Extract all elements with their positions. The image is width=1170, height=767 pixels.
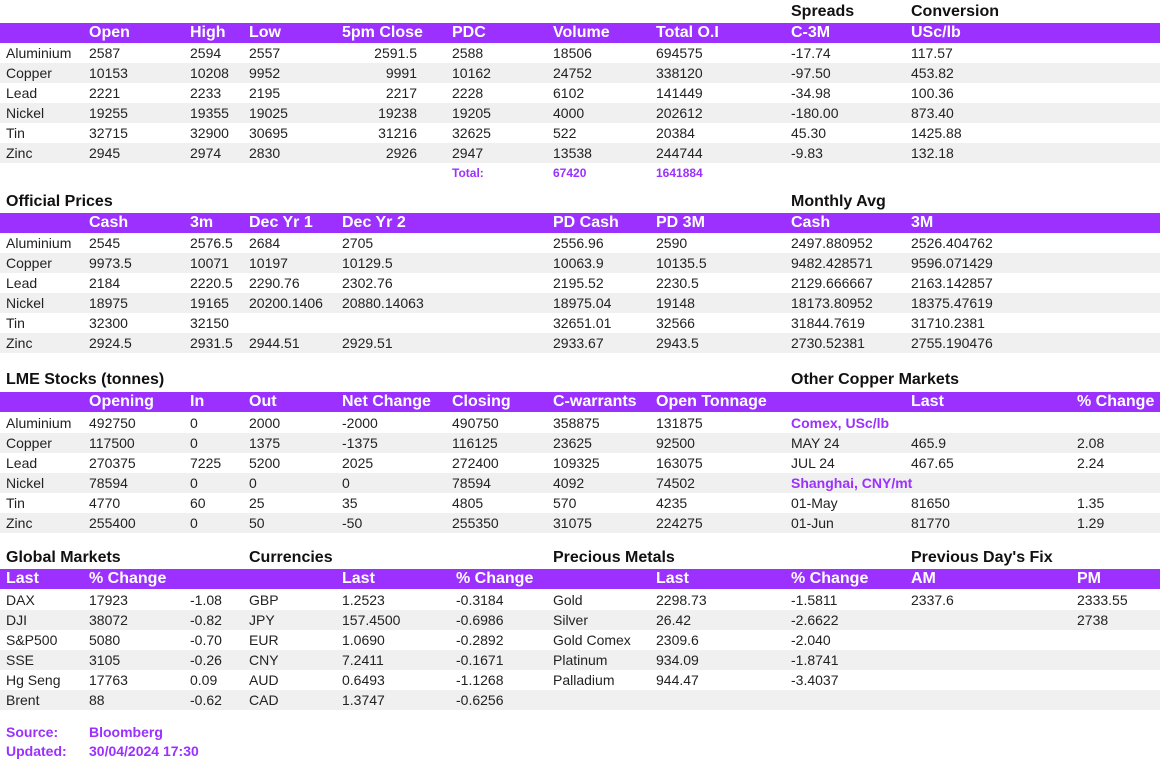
stocks-cell: 109325 xyxy=(553,455,600,471)
official-cell: 2684 xyxy=(249,235,281,251)
stocks-cell: 255350 xyxy=(452,515,499,531)
stocks-cell: -50 xyxy=(342,515,363,531)
currency-change: -0.6256 xyxy=(456,692,504,708)
stocks-col-header: % Change xyxy=(1077,393,1155,410)
top-cell: Tin xyxy=(6,125,25,141)
top-cell: 2233 xyxy=(190,85,222,101)
global-change: -0.70 xyxy=(190,632,222,648)
stocks-cell: 5200 xyxy=(249,455,281,471)
stocks-cell: 7225 xyxy=(190,455,222,471)
top-cell: 19205 xyxy=(452,105,491,121)
stocks-cell: 60 xyxy=(190,495,206,511)
precious-last: 2298.73 xyxy=(656,592,707,608)
stocks-cell: -2000 xyxy=(342,415,378,431)
top-col-header: 5pm Close xyxy=(342,24,423,41)
other-market-label: MAY 24 xyxy=(791,435,840,451)
currency-name: CNY xyxy=(249,652,279,668)
precious-last: 26.42 xyxy=(656,612,692,628)
markets-row-stripe xyxy=(0,690,1160,710)
official-cell: 2526.404762 xyxy=(911,235,993,251)
fix-pm: 2738 xyxy=(1077,612,1109,628)
official-cell: 18173.80952 xyxy=(791,295,873,311)
top-cell: 19238 xyxy=(378,105,417,121)
currency-change: -0.3184 xyxy=(456,592,504,608)
precious-change: -2.6622 xyxy=(791,612,839,628)
currencies-title: Currencies xyxy=(249,549,333,566)
official-cell: 2944.51 xyxy=(249,335,300,351)
official-cell: 2545 xyxy=(89,235,121,251)
markets-col-header: PM xyxy=(1077,570,1101,587)
stocks-cell: 163075 xyxy=(656,455,703,471)
official-cell: 19165 xyxy=(190,295,229,311)
global-change: -0.26 xyxy=(190,652,222,668)
global-name: S&P500 xyxy=(6,632,58,648)
top-cell: 13538 xyxy=(553,145,592,161)
top-cell: 9952 xyxy=(249,65,281,81)
official-cell: 2705 xyxy=(342,235,374,251)
stocks-cell: 0 xyxy=(190,515,198,531)
top-cell: Zinc xyxy=(6,145,33,161)
official-col-header: Dec Yr 2 xyxy=(342,214,406,231)
other-market-change: 2.08 xyxy=(1077,435,1105,451)
official-col-header: PD Cash xyxy=(553,214,619,231)
official-cell: 10129.5 xyxy=(342,255,393,271)
stocks-cell: 0 xyxy=(190,435,198,451)
official-col-header: 3m xyxy=(190,214,214,231)
total-volume: 67420 xyxy=(553,166,587,180)
prev-fix-title: Previous Day's Fix xyxy=(911,549,1053,566)
top-cell: 132.18 xyxy=(911,145,954,161)
stocks-cell: 0 xyxy=(190,475,198,491)
global-last: 88 xyxy=(89,692,105,708)
stocks-col-header: Net Change xyxy=(342,393,431,410)
top-cell: 522 xyxy=(553,125,577,141)
stocks-cell: 4235 xyxy=(656,495,688,511)
spreads-title: Spreads xyxy=(791,3,855,20)
global-markets-title: Global Markets xyxy=(6,549,121,566)
top-cell: 2228 xyxy=(452,85,484,101)
top-cell: Nickel xyxy=(6,105,45,121)
stocks-cell: 0 xyxy=(342,475,350,491)
other-market-label: 01-Jun xyxy=(791,515,834,531)
official-cell: 18375.47619 xyxy=(911,295,993,311)
precious-change: -1.8741 xyxy=(791,652,839,668)
official-cell: Aluminium xyxy=(6,235,72,251)
other-market-change: 1.35 xyxy=(1077,495,1105,511)
stocks-col-header: Opening xyxy=(89,393,154,410)
top-cell: 100.36 xyxy=(911,85,954,101)
top-cell: -34.98 xyxy=(791,85,831,101)
stocks-cell: 272400 xyxy=(452,455,499,471)
markets-col-header: % Change xyxy=(456,570,534,587)
official-cell: 2730.52381 xyxy=(791,335,865,351)
global-last: 17763 xyxy=(89,672,128,688)
official-cell: 2576.5 xyxy=(190,235,233,251)
top-cell: 117.57 xyxy=(911,45,953,61)
official-cell: 18975 xyxy=(89,295,128,311)
currency-name: CAD xyxy=(249,692,279,708)
source-value: Bloomberg xyxy=(89,724,163,740)
other-market-last: 81770 xyxy=(911,515,950,531)
top-col-header: Low xyxy=(249,24,281,41)
top-cell: 6102 xyxy=(553,85,585,101)
markets-col-header: % Change xyxy=(791,570,869,587)
official-cell: 2755.190476 xyxy=(911,335,993,351)
top-cell: 2926 xyxy=(385,145,417,161)
stocks-cell: 570 xyxy=(553,495,577,511)
top-cell: 873.40 xyxy=(911,105,954,121)
currency-name: GBP xyxy=(249,592,279,608)
top-col-header: Open xyxy=(89,24,130,41)
top-cell: 9991 xyxy=(385,65,417,81)
top-col-header: USc/lb xyxy=(911,24,961,41)
top-cell: 32625 xyxy=(452,125,491,141)
top-cell: 31216 xyxy=(378,125,417,141)
top-cell: 453.82 xyxy=(911,65,954,81)
official-cell: Nickel xyxy=(6,295,45,311)
official-cell: 32150 xyxy=(190,315,229,331)
official-cell: 2290.76 xyxy=(249,275,300,291)
stocks-cell: 74502 xyxy=(656,475,695,491)
stocks-col-header: Out xyxy=(249,393,277,410)
global-last: 3105 xyxy=(89,652,121,668)
currency-change: -1.1268 xyxy=(456,672,504,688)
other-market-change: 1.29 xyxy=(1077,515,1105,531)
official-cell: 10197 xyxy=(249,255,288,271)
stocks-col-header: C-warrants xyxy=(553,393,637,410)
precious-name: Platinum xyxy=(553,652,608,668)
markets-col-header: AM xyxy=(911,570,936,587)
top-cell: 244744 xyxy=(656,145,703,161)
top-cell: -9.83 xyxy=(791,145,823,161)
precious-last: 2309.6 xyxy=(656,632,699,648)
stocks-cell: 117500 xyxy=(89,435,135,451)
stocks-cell: 270375 xyxy=(89,455,136,471)
global-change: -1.08 xyxy=(190,592,222,608)
official-col-header: Dec Yr 1 xyxy=(249,214,313,231)
official-cell: Lead xyxy=(6,275,38,291)
global-change: -0.82 xyxy=(190,612,222,628)
stocks-cell: Aluminium xyxy=(6,415,72,431)
fix-am: 2337.6 xyxy=(911,592,954,608)
official-cell: 2590 xyxy=(656,235,688,251)
official-cell: 10071 xyxy=(190,255,229,271)
currency-last: 1.2523 xyxy=(342,592,385,608)
stocks-cell: 78594 xyxy=(89,475,128,491)
stocks-title: LME Stocks (tonnes) xyxy=(6,371,165,388)
top-cell: 19355 xyxy=(190,105,229,121)
currency-last: 7.2411 xyxy=(342,652,384,668)
top-cell: 1425.88 xyxy=(911,125,962,141)
official-cell: 2924.5 xyxy=(89,335,132,351)
official-cell: 9482.428571 xyxy=(791,255,873,271)
official-cell: 2195.52 xyxy=(553,275,604,291)
top-cell: 2587 xyxy=(89,45,121,61)
stocks-cell: 255400 xyxy=(89,515,136,531)
markets-col-header: Last xyxy=(342,570,375,587)
top-cell: 2945 xyxy=(89,145,121,161)
currency-last: 0.6493 xyxy=(342,672,385,688)
top-cell: 32715 xyxy=(89,125,128,141)
other-market-section: Shanghai, CNY/mt xyxy=(791,475,913,491)
global-name: Hg Seng xyxy=(6,672,61,688)
official-cell: 2163.142857 xyxy=(911,275,993,291)
official-cell: 2129.666667 xyxy=(791,275,873,291)
currency-name: JPY xyxy=(249,612,275,628)
stocks-cell: 35 xyxy=(342,495,358,511)
other-market-last: 465.9 xyxy=(911,435,947,451)
official-cell: 10063.9 xyxy=(553,255,604,271)
top-cell: 2591.5 xyxy=(374,45,417,61)
top-col-header: PDC xyxy=(452,24,486,41)
stocks-cell: 0 xyxy=(249,475,257,491)
top-col-header: Volume xyxy=(553,24,610,41)
stocks-col-header: Last xyxy=(911,393,944,410)
global-last: 5080 xyxy=(89,632,121,648)
currency-name: AUD xyxy=(249,672,279,688)
top-cell: 2221 xyxy=(89,85,121,101)
stocks-cell: 23625 xyxy=(553,435,592,451)
official-col-header: PD 3M xyxy=(656,214,705,231)
other-market-last: 81650 xyxy=(911,495,950,511)
official-cell: Tin xyxy=(6,315,25,331)
top-cell: Lead xyxy=(6,85,38,101)
currency-change: -0.1671 xyxy=(456,652,504,668)
global-last: 17923 xyxy=(89,592,128,608)
stocks-cell: 4770 xyxy=(89,495,121,511)
official-cell: Zinc xyxy=(6,335,33,351)
stocks-cell: 2000 xyxy=(249,415,281,431)
top-cell: 45.30 xyxy=(791,125,827,141)
official-col-header: 3M xyxy=(911,214,934,231)
currency-change: -0.6986 xyxy=(456,612,504,628)
official-cell: 9973.5 xyxy=(89,255,132,271)
top-col-header: High xyxy=(190,24,226,41)
official-cell: 18975.04 xyxy=(553,295,612,311)
top-cell: 10208 xyxy=(190,65,229,81)
stocks-cell: Copper xyxy=(6,435,52,451)
stocks-cell: 25 xyxy=(249,495,265,511)
official-cell: 20880.14063 xyxy=(342,295,424,311)
top-cell: 2594 xyxy=(190,45,222,61)
stocks-cell: 78594 xyxy=(452,475,491,491)
stocks-cell: Zinc xyxy=(6,515,33,531)
stocks-cell: 492750 xyxy=(89,415,136,431)
official-cell: 31844.7619 xyxy=(791,315,865,331)
official-cell: 31710.2381 xyxy=(911,315,985,331)
official-col-header: Cash xyxy=(89,214,129,231)
other-market-last: 467.65 xyxy=(911,455,954,471)
official-cell: 19148 xyxy=(656,295,695,311)
top-cell: 19255 xyxy=(89,105,128,121)
official-title: Official Prices xyxy=(6,193,113,210)
top-cell: 2217 xyxy=(385,85,417,101)
official-cell: 32566 xyxy=(656,315,695,331)
top-cell: Copper xyxy=(6,65,52,81)
global-name: DJI xyxy=(6,612,27,628)
top-col-header: Total O.I xyxy=(656,24,719,41)
official-cell: 2929.51 xyxy=(342,335,393,351)
top-cell: 694575 xyxy=(656,45,703,61)
precious-name: Gold Comex xyxy=(553,632,631,648)
other-market-section: Comex, USc/lb xyxy=(791,415,890,431)
global-name: DAX xyxy=(6,592,35,608)
currency-last: 1.0690 xyxy=(342,632,385,648)
stocks-cell: 0 xyxy=(190,415,198,431)
precious-metals-title: Precious Metals xyxy=(553,549,675,566)
precious-change: -1.5811 xyxy=(791,592,838,608)
currency-name: EUR xyxy=(249,632,279,648)
top-cell: 2195 xyxy=(249,85,281,101)
stocks-cell: 4805 xyxy=(452,495,484,511)
stocks-col-header: Closing xyxy=(452,393,511,410)
official-cell: 2931.5 xyxy=(190,335,233,351)
official-cell: 9596.071429 xyxy=(911,255,993,271)
official-cell: 2556.96 xyxy=(553,235,604,251)
official-cell: 2497.880952 xyxy=(791,235,873,251)
stocks-cell: Tin xyxy=(6,495,25,511)
stocks-cell: 490750 xyxy=(452,415,499,431)
top-cell: 2588 xyxy=(452,45,484,61)
total-label: Total: xyxy=(452,166,484,180)
official-cell: Copper xyxy=(6,255,52,271)
stocks-cell: 31075 xyxy=(553,515,592,531)
stocks-cell: -1375 xyxy=(342,435,378,451)
other-market-label: 01-May xyxy=(791,495,838,511)
stocks-cell: 224275 xyxy=(656,515,703,531)
fix-header-band xyxy=(911,569,1160,589)
official-cell: 2302.76 xyxy=(342,275,393,291)
top-cell: 2947 xyxy=(452,145,484,161)
stocks-cell: Nickel xyxy=(6,475,45,491)
top-cell: 20384 xyxy=(656,125,695,141)
top-cell: -180.00 xyxy=(791,105,839,121)
top-cell: 141449 xyxy=(656,85,703,101)
fix-pm: 2333.55 xyxy=(1077,592,1128,608)
top-cell: 24752 xyxy=(553,65,592,81)
top-cell: 10153 xyxy=(89,65,128,81)
conversion-title: Conversion xyxy=(911,3,1000,20)
source-label: Source: xyxy=(6,724,59,740)
global-last: 38072 xyxy=(89,612,128,628)
top-cell: 30695 xyxy=(249,125,288,141)
top-cell: 4000 xyxy=(553,105,585,121)
official-cell: 2220.5 xyxy=(190,275,233,291)
top-cell: 202612 xyxy=(656,105,703,121)
top-cell: 10162 xyxy=(452,65,491,81)
currency-last: 157.4500 xyxy=(342,612,401,628)
stocks-cell: 1375 xyxy=(249,435,281,451)
currency-last: 1.3747 xyxy=(342,692,385,708)
precious-name: Gold xyxy=(553,592,583,608)
official-cell: 2184 xyxy=(89,275,121,291)
other-market-label: JUL 24 xyxy=(791,455,835,471)
official-cell: 10135.5 xyxy=(656,255,707,271)
other-copper-title: Other Copper Markets xyxy=(791,371,960,388)
precious-name: Silver xyxy=(553,612,589,628)
markets-col-header: Last xyxy=(6,570,39,587)
currency-change: -0.2892 xyxy=(456,632,504,648)
top-cell: -17.74 xyxy=(791,45,831,61)
global-name: Brent xyxy=(6,692,40,708)
stocks-cell: Lead xyxy=(6,455,38,471)
official-cell: 32300 xyxy=(89,315,128,331)
stocks-cell: 50 xyxy=(249,515,265,531)
precious-last: 944.47 xyxy=(656,672,699,688)
global-name: SSE xyxy=(6,652,35,668)
stocks-col-header: Open Tonnage xyxy=(656,393,767,410)
top-cell: -97.50 xyxy=(791,65,831,81)
other-market-change: 2.24 xyxy=(1077,455,1105,471)
updated-label: Updated: xyxy=(6,743,67,759)
total-oi: 1641884 xyxy=(656,166,703,180)
top-cell: 18506 xyxy=(553,45,592,61)
stocks-cell: 92500 xyxy=(656,435,695,451)
stocks-cell: 131875 xyxy=(656,415,703,431)
precious-last: 934.09 xyxy=(656,652,699,668)
official-col-header: Cash xyxy=(791,214,831,231)
markets-col-header: Last xyxy=(656,570,689,587)
official-cell: 32651.01 xyxy=(553,315,612,331)
top-col-header: C-3M xyxy=(791,24,831,41)
monthly-title: Monthly Avg xyxy=(791,193,886,210)
top-cell: 19025 xyxy=(249,105,288,121)
official-cell: 20200.1406 xyxy=(249,295,323,311)
top-cell: 2830 xyxy=(249,145,281,161)
stocks-cell: 4092 xyxy=(553,475,585,491)
stocks-col-header: In xyxy=(190,393,205,410)
official-cell: 2230.5 xyxy=(656,275,699,291)
official-cell: 2943.5 xyxy=(656,335,699,351)
precious-change: -3.4037 xyxy=(791,672,839,688)
stocks-cell: 358875 xyxy=(553,415,600,431)
markets-col-header: % Change xyxy=(89,570,167,587)
top-cell: 338120 xyxy=(656,65,703,81)
top-cell: 2974 xyxy=(190,145,222,161)
top-cell: 2557 xyxy=(249,45,281,61)
top-cell: 32900 xyxy=(190,125,229,141)
stocks-cell: 116125 xyxy=(452,435,498,451)
global-change: -0.62 xyxy=(190,692,222,708)
global-change: 0.09 xyxy=(190,672,218,688)
precious-name: Palladium xyxy=(553,672,615,688)
updated-value: 30/04/2024 17:30 xyxy=(89,743,199,759)
top-cell: Aluminium xyxy=(6,45,72,61)
official-cell: 2933.67 xyxy=(553,335,604,351)
precious-change: -2.040 xyxy=(791,632,831,648)
stocks-cell: 2025 xyxy=(342,455,374,471)
